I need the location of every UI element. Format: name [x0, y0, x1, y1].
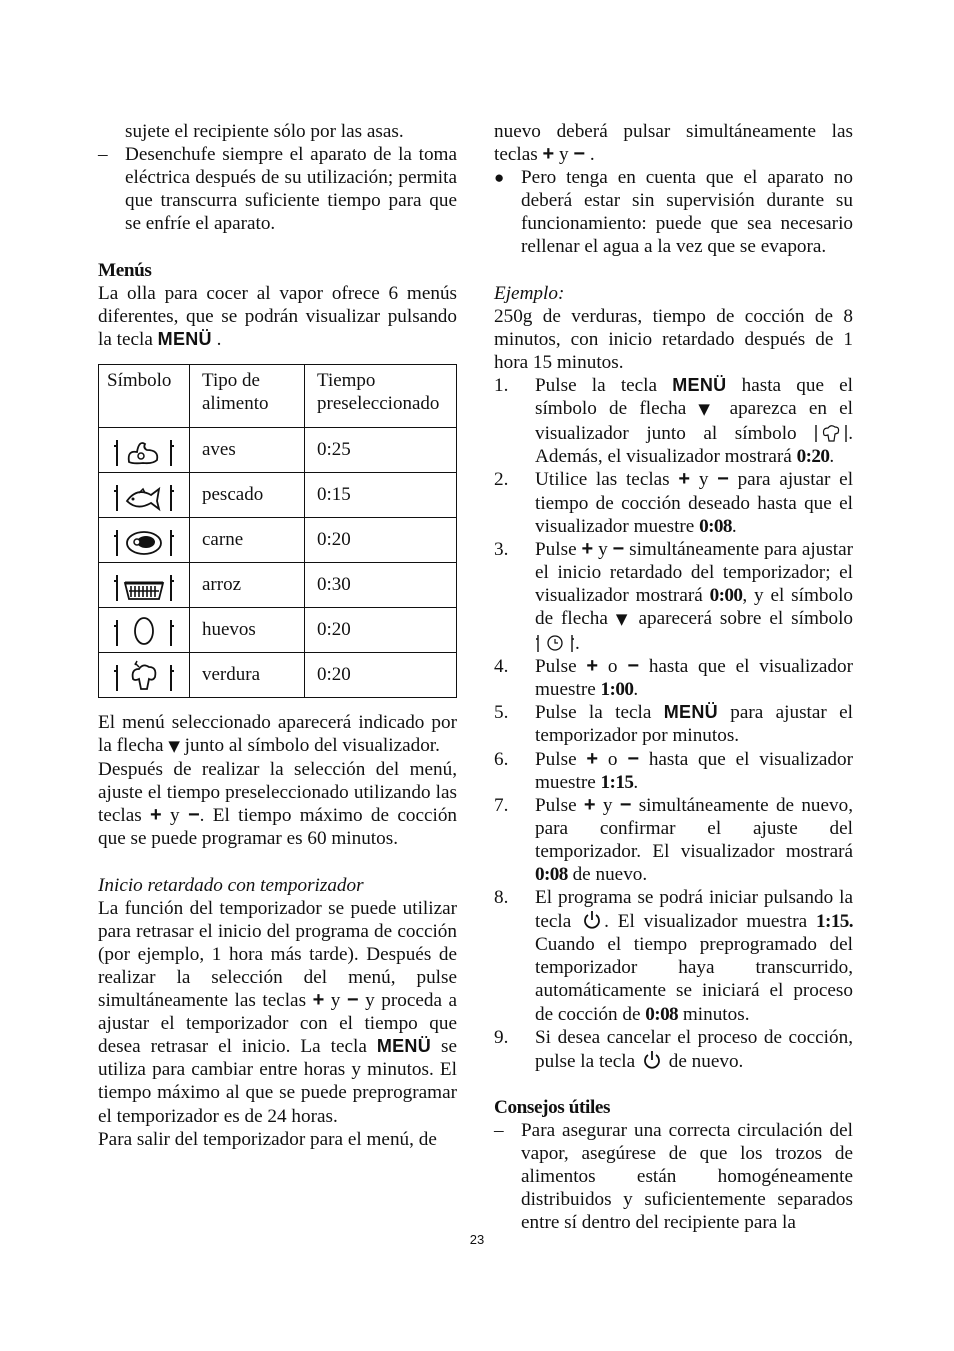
text: Cuando el tiempo preprogramado del temporizador haya transcurrido, automáticamente se iniciará el proceso de cocción de [535, 934, 853, 1025]
display-value: 0:08 [535, 864, 568, 885]
text: . El tiempo máximo de cocción que se puede programar es 60 minutos. [98, 805, 458, 850]
text: Utilice las teclas [535, 469, 670, 491]
text: Pulse [535, 656, 577, 678]
text: y proceda a ajustar el temporizador con el tiempo que desea retrasar el inicio. La tecla [98, 990, 458, 1058]
text: hasta que el visualizador muestre [535, 748, 853, 793]
menu-key-label: MENÜ [672, 375, 727, 396]
table-row [99, 607, 457, 652]
display-value: 1:15. [816, 911, 853, 933]
food-cell: pescado [190, 472, 305, 517]
bullet-item [494, 166, 853, 258]
text: Pulse la tecla [535, 702, 652, 724]
table-row [99, 562, 457, 607]
vegetable-icon [814, 421, 848, 443]
text: o [607, 748, 618, 770]
meat-icon [113, 522, 175, 558]
text: Pulse [535, 794, 577, 816]
rice-icon [113, 567, 175, 603]
text: . [633, 679, 639, 701]
header-preset-time: Tiempo preseleccionado [305, 364, 457, 427]
time-cell: 0:30 [305, 562, 457, 607]
arrow-down-icon: ▼ [615, 609, 631, 628]
display-value: 0:00 [709, 584, 743, 606]
step-item [494, 655, 853, 701]
step-number: 9. [494, 1026, 509, 1048]
text: El programa se podrá iniciar pulsando la tecla [535, 887, 853, 933]
minus-key-label: − [627, 655, 639, 678]
text: y [698, 469, 709, 491]
step-number: 7. [494, 794, 509, 816]
step-item [494, 886, 853, 1026]
text: y [170, 805, 180, 827]
timer-icon [535, 631, 575, 653]
text: minutos. [682, 1003, 750, 1025]
step-number: 5. [494, 702, 509, 724]
text: hasta que el símbolo de flecha [535, 375, 854, 420]
text: para ajustar el temporizador por minutos. [535, 702, 854, 747]
text: . [633, 771, 639, 793]
step-item [494, 701, 853, 747]
header-food-type: Tipo de alimento [190, 364, 305, 427]
display-value: 1:15 [600, 771, 634, 793]
text: . [216, 328, 222, 350]
power-icon [640, 1049, 664, 1071]
page-number: 23 [469, 1232, 485, 1247]
minus-key-label: − [619, 793, 632, 816]
text: y [602, 794, 613, 816]
paragraph: sujete el recipiente sólo por las asas. [125, 121, 404, 142]
text: . [575, 633, 580, 655]
step-item [494, 468, 853, 537]
menu-table [98, 364, 457, 698]
plus-key-label: + [586, 655, 599, 678]
text: aparezca en el visualizador junto al símbolo [535, 398, 853, 445]
dash-item [98, 143, 457, 235]
vegetable-icon [113, 657, 175, 693]
paragraph [494, 120, 853, 166]
food-cell: aves [190, 427, 305, 472]
text: Pulse [535, 748, 577, 770]
text: de nuevo. [668, 1050, 744, 1072]
text: Después de realizar la selección del menú, ajuste el tiempo preseleccionado utilizando las teclas [98, 759, 457, 827]
left-column [98, 120, 457, 1151]
bullet-mark: ● [494, 168, 505, 188]
dash-item [494, 1119, 853, 1234]
plus-key-label: + [150, 804, 162, 827]
bullet-text: Pero tenga en cuenta que el aparato no deberá estar sin supervisión durante su funcionamiento: puede que sea necesario rellenar el agua a la vez que se evapora. [521, 167, 853, 258]
table-header-row [99, 364, 457, 427]
table-row [99, 652, 457, 697]
minus-key-label: − [717, 468, 729, 491]
text: junto al símbolo del visualizador. [184, 735, 440, 757]
dash-mark: – [98, 144, 108, 166]
menu-key-label: MENÜ [663, 702, 718, 723]
text: simultáneamente para ajustar el inicio retardado del temporizador; el visualizador mostrará [535, 538, 854, 606]
food-cell: huevos [190, 607, 305, 652]
paragraph [98, 897, 457, 1128]
text: Si desea cancelar el proceso de cocción, pulse la tecla [535, 1026, 853, 1072]
text: La función del temporizador se puede utilizar para retrasar el inicio del programa de cocción (por ejemplo, 1 hora más tarde). Después de realizar la selección del menú, pulse simultáneamente las teclas [98, 897, 457, 1012]
minus-key-label: − [627, 747, 639, 770]
time-cell: 0:25 [305, 427, 457, 472]
text: . Además, el visualizador mostrará [535, 423, 853, 468]
display-value: 0:08 [645, 1003, 679, 1025]
text: y [598, 538, 608, 560]
plus-key-label: + [542, 143, 555, 166]
text: El menú seleccionado aparecerá indicado por la flecha [98, 711, 457, 757]
egg-icon [113, 612, 175, 648]
plus-key-label: + [583, 793, 596, 816]
text: Pulse la tecla [535, 375, 658, 397]
display-value: 0:20 [796, 446, 830, 468]
step-number: 3. [494, 538, 509, 560]
time-cell: 0:20 [305, 652, 457, 697]
plus-key-label: + [312, 989, 325, 1012]
fish-icon [113, 477, 175, 513]
text: nuevo deberá pulsar simultáneamente las teclas [494, 121, 853, 166]
menu-key-label: MENÜ [157, 328, 212, 349]
text: y [558, 144, 569, 166]
text: Pulse [535, 538, 577, 560]
arrow-down-icon: ▼ [698, 400, 718, 419]
paragraph [98, 758, 457, 850]
section-heading-menus: Menús [98, 259, 152, 281]
display-value: 0:08 [699, 515, 732, 537]
time-cell: 0:20 [305, 517, 457, 562]
table-row [99, 472, 457, 517]
step-number: 6. [494, 748, 509, 770]
step-item [494, 794, 853, 886]
text: para ajustar el tiempo de cocción deseado hasta que el visualizador muestre [535, 469, 854, 537]
time-cell: 0:15 [305, 472, 457, 517]
minus-key-label: − [187, 804, 200, 827]
step-number: 4. [494, 656, 509, 678]
text: . El visualizador muestra [604, 911, 808, 933]
power-icon [580, 909, 604, 931]
dash-item-text: Desenchufe siempre el aparato de la toma eléctrica después de su utilización; permita que transcurra suficiente tiempo para que se enfríe el aparato. [125, 144, 457, 235]
food-cell: arroz [190, 562, 305, 607]
section-heading-timer: Inicio retardado con temporizador [98, 874, 364, 896]
minus-key-label: − [346, 989, 359, 1012]
food-cell: verdura [190, 652, 305, 697]
paragraph [98, 711, 457, 758]
plus-key-label: + [581, 537, 594, 560]
table-row [99, 517, 457, 562]
menu-key-label: MENÜ [376, 1036, 432, 1057]
paragraph [98, 282, 457, 351]
text: . [829, 446, 835, 468]
text: o [607, 656, 618, 678]
step-number: 2. [494, 469, 509, 491]
text: hasta que el visualizador muestre [535, 656, 853, 701]
text: . [731, 515, 737, 537]
dash-item-text: Para asegurar una correcta circulación del vapor, asegúrese de que los trozos de alimentos están homogéneamente distribuidos y suficientemente separados entre sí dentro del recipiente para la [521, 1120, 853, 1234]
step-item [494, 1026, 853, 1073]
text: La olla para cocer al vapor ofrece 6 menús diferentes, que se podrán visualizar pulsando la tecla [98, 282, 457, 350]
section-heading-example: Ejemplo: [494, 282, 565, 304]
step-number: 8. [494, 887, 509, 909]
step-item [494, 748, 853, 794]
text: y [330, 990, 341, 1012]
food-cell: carne [190, 517, 305, 562]
arrow-down-icon: ▼ [168, 737, 180, 756]
display-value: 1:00 [600, 679, 634, 701]
header-symbol: Símbolo [99, 364, 190, 427]
text: , y el símbolo de flecha [535, 584, 854, 629]
dash-mark: – [494, 1120, 504, 1142]
right-column [494, 120, 853, 1235]
time-cell: 0:20 [305, 607, 457, 652]
text: de nuevo. [572, 864, 648, 885]
step-item [494, 374, 853, 468]
paragraph: 250g de verduras, tiempo de cocción de 8 minutos, con inicio retardado después de 1 hora 15 minutos. [494, 305, 853, 373]
step-number: 1. [494, 375, 509, 397]
text: simultáneamente de nuevo, para confirmar el ajuste del temporizador. El visualizador mostrará [535, 794, 854, 862]
minus-key-label: − [612, 537, 625, 560]
text: . [589, 144, 595, 166]
text: aparecerá sobre el símbolo [638, 607, 854, 629]
step-item [494, 538, 853, 655]
poultry-icon [113, 432, 175, 468]
paragraph: Para salir del temporizador para el menú, de [98, 1128, 437, 1150]
plus-key-label: + [678, 468, 691, 491]
minus-key-label: − [573, 143, 586, 166]
section-heading-tips: Consejos útiles [494, 1096, 611, 1118]
text: se utiliza para cambiar entre horas y minutos. El tiempo máximo al que se puede preprogramar el temporizador es de 24 horas. [98, 1036, 457, 1127]
table-row [99, 427, 457, 472]
plus-key-label: + [586, 747, 599, 770]
